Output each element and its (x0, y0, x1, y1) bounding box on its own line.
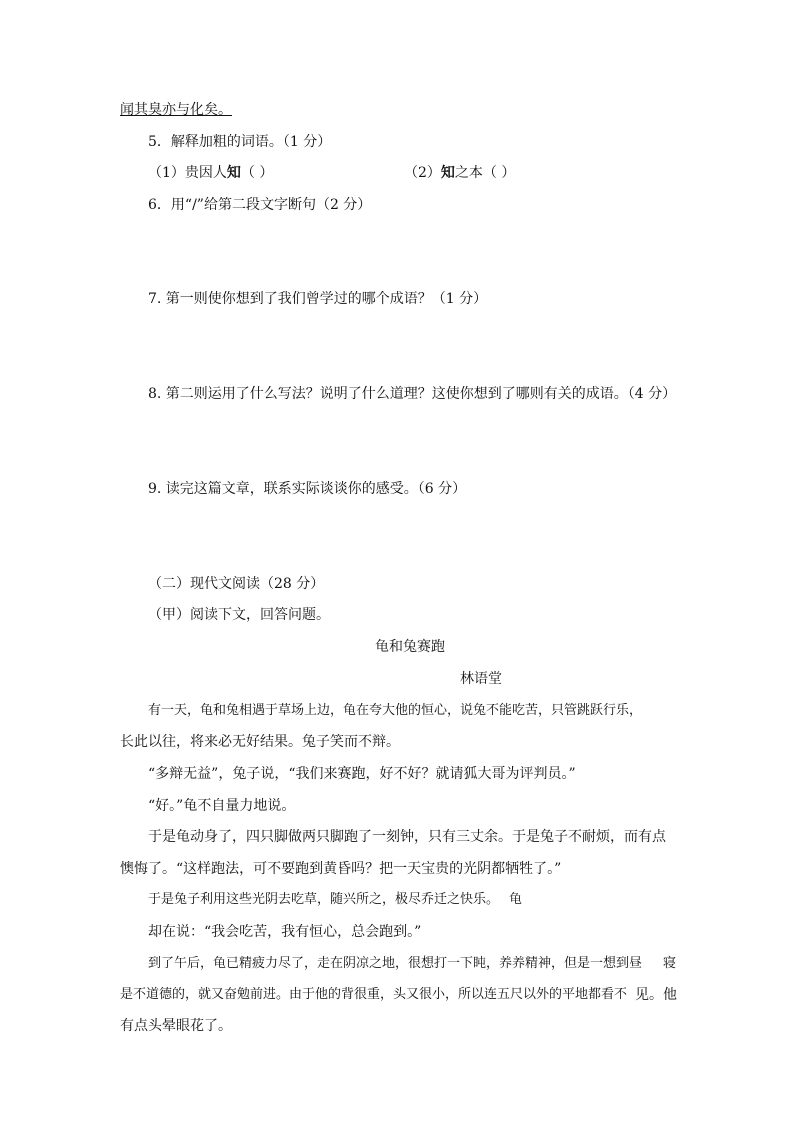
story-paragraph-5-line-1-end: 龟 (509, 892, 523, 907)
story-paragraph-6-line-1-end: 寝 (663, 956, 677, 971)
story-paragraph-6-line-2: 是不道德的，就又奋勉前进。由于他的背很重，头又很小，所以连五尺以外的平地都看不 (120, 987, 628, 1002)
story-paragraph-4-line-2: 懊悔了。“这样跑法，可不要跑到黄昏吗？把一天宝贵的光阴都牺牲了。” (120, 861, 562, 877)
question-5: 5．解释加粗的词语。（1 分） (148, 134, 332, 150)
part-a-instruction: （甲）阅读下文，回答问题。 (148, 607, 330, 623)
story-paragraph-5-line-1: 于是兔子利用这些光阴去吃草，随兴所之，极尽乔迁之快乐。 (148, 892, 500, 907)
question-9: 9. 读完这篇文章，联系实际谈谈你的感受。（6 分） (148, 481, 467, 497)
story-paragraph-4-line-1: 于是龟动身了，四只脚做两只脚跑了一刻钟，只有三丈余。于是兔子不耐烦，而有点 (148, 829, 666, 845)
story-paragraph-6-line-3: 有点头晕眼花了。 (120, 1018, 232, 1034)
item-2-prefix: （2） (404, 165, 441, 181)
question-5-item-2 (404, 164, 515, 182)
item-1-blank: （ ） (240, 165, 274, 181)
story-paragraph-5-line-2: 却在说：“我会吃苦，我有恒心，总会跑到。” (148, 924, 422, 940)
story-author: 林语堂 (460, 671, 502, 687)
story-paragraph-1-line-1: 有一天，龟和兔相遇于草场上边，龟在夸大他的恒心，说兔不能吃苦，只管跳跃行乐， (148, 703, 643, 718)
story-paragraph-6-line-1: 到了午后，龟已精疲力尽了，走在阴凉之地，很想打一下盹，养养精神，但是一想到昼 (148, 956, 643, 971)
section-heading: （二）现代文阅读（28 分） (148, 576, 325, 592)
question-8: 8. 第二则运用了什么写法？说明了什么道理？这使你想到了哪则有关的成语。（4 分） (148, 386, 677, 402)
story-paragraph-2: “多辩无益”，兔子说，“我们来赛跑，好不好？就请狐大哥为评判员。” (148, 766, 576, 782)
item-2-blank: 之本（ ） (454, 165, 516, 181)
story-paragraph-3: “好。”龟不自量力地说。 (148, 798, 296, 814)
item-1-bold-word: 知 (226, 165, 241, 181)
question-7: 7. 第一则使你想到了我们曾学过的哪个成语？（1 分） (148, 291, 488, 307)
item-2-bold-word: 知 (440, 165, 455, 181)
question-5-item-1 (148, 164, 273, 182)
passage-last-line: 闻其臭亦与化矣。 (120, 102, 232, 118)
question-6: 6．用“/”给第二段文字断句（2 分） (148, 197, 372, 213)
story-title: 龟和兔赛跑 (375, 639, 445, 655)
item-1-prefix: （1）贵因人 (148, 165, 227, 181)
story-paragraph-1-line-2: 长此以往，将来必无好结果。兔子笑而不辩。 (120, 734, 400, 750)
story-paragraph-6-line-2-end: 见。他 (635, 987, 677, 1003)
